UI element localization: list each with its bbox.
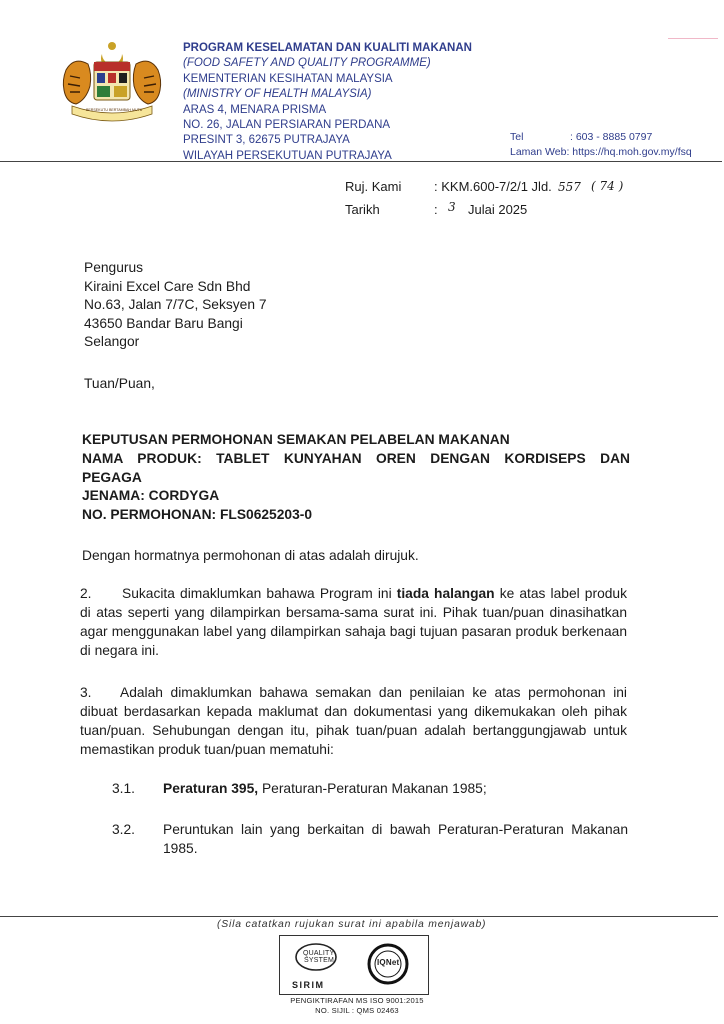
item-emphasis: Peraturan 395, <box>163 781 259 796</box>
tel-value: : 603 - 8885 0797 <box>570 131 653 143</box>
org-name-en: (FOOD SAFETY AND QUALITY PROGRAMME) <box>183 57 431 70</box>
letterhead-address <box>183 41 503 164</box>
item-number: 3.2. <box>112 822 136 837</box>
cert-standard: PENGIKTIRAFAN MS ISO 9001:2015 <box>290 996 424 1005</box>
subject-block <box>82 431 630 525</box>
subject-brand: JENAMA: CORDYGA <box>82 488 220 504</box>
item-number: 3.1. <box>112 781 136 796</box>
recipient-title: Pengurus <box>84 260 144 275</box>
crest-motto: BERSEKUTU BERTAMBAH MUTU <box>86 108 143 112</box>
footer-divider <box>0 916 718 917</box>
paragraph-3-text: Adalah dimaklumkan bahawa semakan dan penilaian ke atas permohonan ini dibuat berdasarkan kepada maklumat dan dokumentasi yang dikemukakan oleh pihak tuan/puan. Sehubungan dengan itu, pihak tuan/puan adalah bertanggungjawab untuk memastikan produk tuan/puan mematuhi: <box>80 685 627 757</box>
footer-reference-note: (Sila catatkan rujukan surat ini apabila menjawab) <box>217 919 487 930</box>
recipient-state: Selangor <box>84 334 140 349</box>
paragraph-2-text-end: ke atas label produk di atas seperti yang dilampirkan bersama-sama surat ini. Pihak tuan/puan dinasihatkan agar menggunakan label yang dilampirkan sahaja bagi tujuan pasaran produk berkenaan di negara ini. <box>80 586 627 658</box>
reference-block <box>345 176 715 220</box>
certification-text <box>282 996 432 1016</box>
malaysia-coat-of-arms-logo <box>58 40 166 122</box>
salutation: Tuan/Puan, <box>84 376 155 391</box>
badge-iqnet-text: IQNet <box>377 958 400 967</box>
certification-badges <box>279 935 429 995</box>
badge-system-text: SYSTEM <box>304 957 334 964</box>
subject-title: KEPUTUSAN PERMOHONAN SEMAKAN PELABELAN MAKANAN <box>82 432 510 447</box>
paragraph-2 <box>80 584 627 660</box>
ref-value: : KKM.600-7/2/1 Jld. <box>434 179 552 194</box>
iqnet-badge <box>366 940 410 990</box>
recipient-address <box>84 259 267 352</box>
recipient-street: No.63, Jalan 7/7C, Seksyen 7 <box>84 297 267 312</box>
ref-handwritten-sequence: ( 74 ) <box>591 179 624 193</box>
badge-quality-text: QUALITY <box>303 950 335 957</box>
paragraph-3-number: 3. <box>80 685 92 700</box>
item-text: Peraturan-Peraturan Makanan 1985; <box>258 781 487 796</box>
ref-label: Ruj. Kami <box>345 179 402 194</box>
address-line-4: WILAYAH PERSEKUTUAN PUTRAJAYA <box>183 149 392 162</box>
date-handwritten-day: 3 <box>448 200 456 214</box>
web-value[interactable]: : https://hq.moh.gov.my/fsq <box>566 146 692 158</box>
date-colon: : <box>434 202 438 217</box>
badge-sirim-text: SIRIM <box>292 980 325 990</box>
subject-product-name: NAMA PRODUK: TABLET KUNYAHAN OREN DENGAN KORDISEPS DAN PEGAGA <box>82 450 630 485</box>
paragraph-2-emphasis: tiada halangan <box>396 586 495 601</box>
ministry-name: KEMENTERIAN KESIHATAN MALAYSIA <box>183 72 393 85</box>
recipient-city: 43650 Bandar Baru Bangi <box>84 315 243 331</box>
opening-sentence: Dengan hormatnya permohonan di atas adalah dirujuk. <box>82 548 419 563</box>
date-label: Tarikh <box>345 202 380 217</box>
header-corner-line <box>668 38 718 39</box>
address-line-1: ARAS 4, MENARA PRISMA <box>183 103 327 116</box>
date-value: Julai 2025 <box>468 202 528 217</box>
org-name: PROGRAM KESELAMATAN DAN KUALITI MAKANAN <box>183 42 472 54</box>
quality-system-badge <box>288 940 344 982</box>
tel-label: Tel <box>510 131 524 143</box>
header-divider <box>0 161 722 162</box>
web-label: Laman Web <box>510 146 567 158</box>
address-line-3: PRESINT 3, 62675 PUTRAJAYA <box>183 134 350 147</box>
ministry-name-en: (MINISTRY OF HEALTH MALAYSIA) <box>183 88 372 101</box>
contact-block <box>510 130 720 160</box>
paragraph-3 <box>80 683 627 759</box>
address-line-2: NO. 26, JALAN PERSIARAN PERDANA <box>183 119 391 132</box>
item-text: Peruntukan lain yang berkaitan di bawah Peraturan-Peraturan Makanan 1985. <box>163 822 628 856</box>
paragraph-2-text-start: Sukacita dimaklumkan bahawa Program ini <box>122 586 397 601</box>
paragraph-2-number: 2. <box>80 586 92 601</box>
recipient-company: Kiraini Excel Care Sdn Bhd <box>84 278 251 294</box>
subject-application-no: NO. PERMOHONAN: FLS0625203-0 <box>82 507 313 523</box>
cert-number: NO. SIJIL : QMS 02463 <box>315 1006 399 1015</box>
ref-handwritten-number: 557 <box>558 180 581 194</box>
